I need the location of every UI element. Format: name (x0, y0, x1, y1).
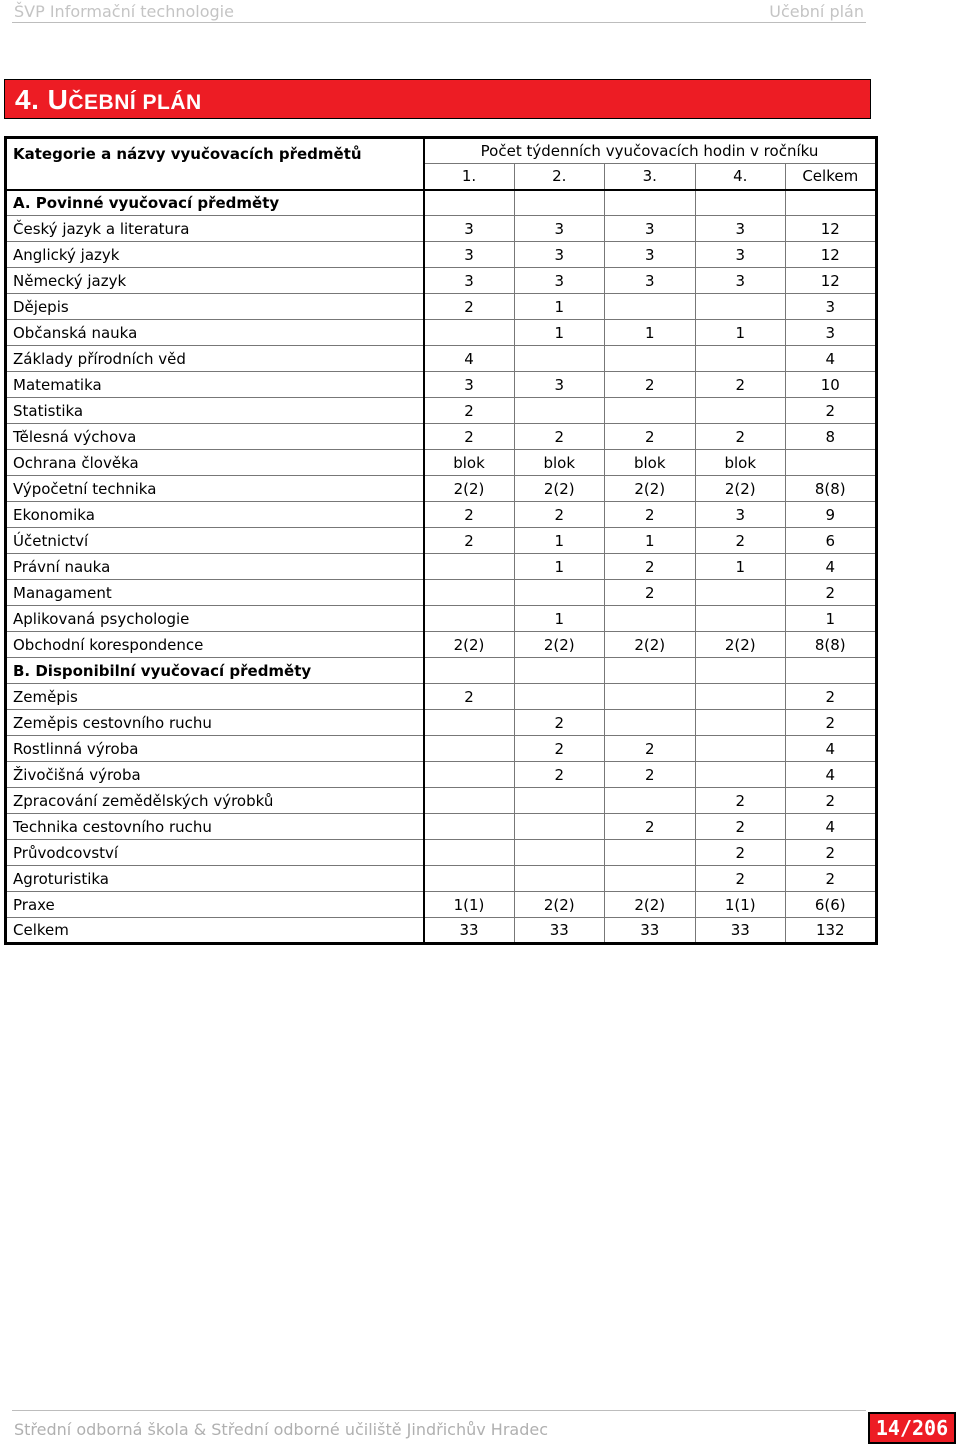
hours-total: 4 (786, 554, 877, 580)
hours-total: 4 (786, 762, 877, 788)
subject-name: Zpracování zemědělských výrobků (6, 788, 424, 814)
hours-year-4: 2 (695, 528, 786, 554)
hours-year-1 (424, 814, 515, 840)
hours-year-1: 3 (424, 242, 515, 268)
table-row (6, 632, 877, 658)
table-row (6, 788, 877, 814)
hours-year-3: 2 (605, 762, 696, 788)
hours-year-2 (514, 788, 605, 814)
table-row (6, 320, 877, 346)
column-header-year-1: 1. (424, 164, 515, 190)
hours-total: 132 (786, 918, 877, 944)
hours-year-1 (424, 190, 515, 216)
table-row (6, 450, 877, 476)
column-header-year-2: 2. (514, 164, 605, 190)
hours-year-4: 2 (695, 840, 786, 866)
hours-year-2: 1 (514, 606, 605, 632)
hours-year-3: 2 (605, 580, 696, 606)
table-row (6, 372, 877, 398)
hours-year-1: 2 (424, 502, 515, 528)
hours-year-3: 1 (605, 320, 696, 346)
subject-name: Tělesná výchova (6, 424, 424, 450)
hours-year-4: 2(2) (695, 476, 786, 502)
column-header-year-4: 4. (695, 164, 786, 190)
hours-year-3: 1 (605, 528, 696, 554)
hours-total: 2 (786, 866, 877, 892)
subject-name: Aplikovaná psychologie (6, 606, 424, 632)
hours-year-4 (695, 658, 786, 684)
hours-year-1 (424, 658, 515, 684)
section-row (6, 658, 877, 684)
subject-name: Technika cestovního ruchu (6, 814, 424, 840)
hours-year-1: 2(2) (424, 476, 515, 502)
hours-year-3: 3 (605, 216, 696, 242)
table-row (6, 866, 877, 892)
hours-year-3: 2 (605, 554, 696, 580)
hours-year-1: 2 (424, 424, 515, 450)
hours-total: 3 (786, 320, 877, 346)
hours-year-2: blok (514, 450, 605, 476)
hours-total: 4 (786, 814, 877, 840)
subject-name: Matematika (6, 372, 424, 398)
subject-name: Obchodní korespondence (6, 632, 424, 658)
hours-year-4 (695, 190, 786, 216)
subject-name: Praxe (6, 892, 424, 918)
hours-year-4 (695, 762, 786, 788)
hours-year-4: 1 (695, 554, 786, 580)
subject-name: Celkem (6, 918, 424, 944)
hours-year-1: 4 (424, 346, 515, 372)
hours-year-1: blok (424, 450, 515, 476)
hours-year-1: 3 (424, 268, 515, 294)
hours-year-2 (514, 684, 605, 710)
hours-year-2: 2 (514, 502, 605, 528)
hours-year-3 (605, 398, 696, 424)
hours-year-1 (424, 866, 515, 892)
hours-year-2 (514, 398, 605, 424)
hours-year-3 (605, 294, 696, 320)
subject-name: Průvodcovství (6, 840, 424, 866)
hours-total: 2 (786, 788, 877, 814)
section-title: B. Disponibilní vyučovací předměty (6, 658, 424, 684)
hours-year-1: 33 (424, 918, 515, 944)
hours-year-3 (605, 606, 696, 632)
hours-year-3 (605, 658, 696, 684)
hours-year-2 (514, 190, 605, 216)
subject-name: Výpočetní technika (6, 476, 424, 502)
hours-year-4: blok (695, 450, 786, 476)
chapter-title (15, 84, 202, 116)
column-header-group: Počet týdenních vyučovacích hodin v ročníku (424, 138, 877, 164)
hours-total: 12 (786, 242, 877, 268)
hours-year-3 (605, 710, 696, 736)
hours-year-4 (695, 606, 786, 632)
hours-year-4: 3 (695, 268, 786, 294)
hours-year-1 (424, 788, 515, 814)
hours-year-1: 2 (424, 294, 515, 320)
hours-year-4: 2(2) (695, 632, 786, 658)
subject-name: Zeměpis (6, 684, 424, 710)
hours-year-3: 2 (605, 372, 696, 398)
hours-total: 3 (786, 294, 877, 320)
hours-total: 8 (786, 424, 877, 450)
subject-name: Rostlinná výroba (6, 736, 424, 762)
chapter-title-prefix: 4. U (15, 84, 69, 115)
hours-year-1: 2 (424, 684, 515, 710)
hours-year-2 (514, 580, 605, 606)
hours-year-3: 2(2) (605, 476, 696, 502)
hours-total: 12 (786, 216, 877, 242)
table-row (6, 268, 877, 294)
hours-year-3 (605, 346, 696, 372)
hours-year-2 (514, 866, 605, 892)
hours-total: 2 (786, 398, 877, 424)
hours-year-3 (605, 684, 696, 710)
hours-year-2 (514, 814, 605, 840)
hours-year-1 (424, 320, 515, 346)
table-row (6, 398, 877, 424)
table-row (6, 918, 877, 944)
hours-year-4: 3 (695, 216, 786, 242)
hours-year-1 (424, 840, 515, 866)
page-number-badge: 14/206 (868, 1412, 956, 1444)
hours-year-3: 2 (605, 502, 696, 528)
page-header (12, 0, 866, 23)
hours-total: 2 (786, 684, 877, 710)
hours-year-2: 2 (514, 424, 605, 450)
table-row (6, 346, 877, 372)
curriculum-table-body (6, 138, 877, 944)
hours-year-4: 2 (695, 788, 786, 814)
table-row (6, 762, 877, 788)
table-row (6, 736, 877, 762)
hours-year-3: 33 (605, 918, 696, 944)
hours-year-2: 2(2) (514, 632, 605, 658)
hours-year-2: 2 (514, 736, 605, 762)
table-row (6, 476, 877, 502)
hours-year-3: 2 (605, 736, 696, 762)
table-row (6, 294, 877, 320)
subject-name: Dějepis (6, 294, 424, 320)
hours-year-1 (424, 736, 515, 762)
hours-total: 1 (786, 606, 877, 632)
table-header-row (6, 138, 877, 164)
hours-year-2: 3 (514, 268, 605, 294)
hours-total: 8(8) (786, 476, 877, 502)
hours-total: 2 (786, 580, 877, 606)
hours-total: 9 (786, 502, 877, 528)
hours-year-3: 2(2) (605, 632, 696, 658)
hours-year-4 (695, 294, 786, 320)
hours-year-3: blok (605, 450, 696, 476)
hours-total: 8(8) (786, 632, 877, 658)
subject-name: Účetnictví (6, 528, 424, 554)
hours-year-2: 1 (514, 554, 605, 580)
hours-year-2: 1 (514, 528, 605, 554)
hours-year-4: 1(1) (695, 892, 786, 918)
subject-name: Managament (6, 580, 424, 606)
subject-name: Ochrana člověka (6, 450, 424, 476)
hours-year-2: 3 (514, 372, 605, 398)
subject-name: Živočišná výroba (6, 762, 424, 788)
table-row (6, 606, 877, 632)
hours-year-4: 33 (695, 918, 786, 944)
hours-total: 4 (786, 346, 877, 372)
hours-year-2: 3 (514, 242, 605, 268)
hours-year-4 (695, 736, 786, 762)
hours-year-4: 2 (695, 372, 786, 398)
hours-year-1 (424, 554, 515, 580)
hours-year-3: 2(2) (605, 892, 696, 918)
subject-name: Agroturistika (6, 866, 424, 892)
hours-total: 4 (786, 736, 877, 762)
hours-year-4: 1 (695, 320, 786, 346)
hours-year-2: 1 (514, 320, 605, 346)
hours-year-1: 2 (424, 398, 515, 424)
hours-year-3: 3 (605, 242, 696, 268)
hours-year-3 (605, 866, 696, 892)
hours-year-2: 2 (514, 710, 605, 736)
hours-year-2 (514, 840, 605, 866)
section-title: A. Povinné vyučovací předměty (6, 190, 424, 216)
hours-total (786, 658, 877, 684)
subject-name: Anglický jazyk (6, 242, 424, 268)
hours-total: 12 (786, 268, 877, 294)
table-row (6, 502, 877, 528)
table-row (6, 710, 877, 736)
hours-total: 2 (786, 840, 877, 866)
hours-year-2: 33 (514, 918, 605, 944)
hours-year-3 (605, 788, 696, 814)
table-row (6, 580, 877, 606)
hours-year-2: 2 (514, 762, 605, 788)
hours-year-4: 3 (695, 242, 786, 268)
subject-name: Občanská nauka (6, 320, 424, 346)
hours-year-4 (695, 346, 786, 372)
hours-total (786, 190, 877, 216)
table-row (6, 554, 877, 580)
footer-divider (12, 1410, 866, 1411)
table-row (6, 840, 877, 866)
subject-name: Právní nauka (6, 554, 424, 580)
header-section-title: Učební plán (769, 2, 864, 21)
table-row (6, 892, 877, 918)
hours-year-4: 2 (695, 866, 786, 892)
subject-name: Ekonomika (6, 502, 424, 528)
hours-year-4: 2 (695, 814, 786, 840)
hours-year-2 (514, 346, 605, 372)
hours-year-2 (514, 658, 605, 684)
hours-year-1 (424, 710, 515, 736)
hours-year-4 (695, 710, 786, 736)
hours-total (786, 450, 877, 476)
table-row (6, 814, 877, 840)
hours-year-1 (424, 762, 515, 788)
hours-year-3 (605, 190, 696, 216)
hours-year-1: 1(1) (424, 892, 515, 918)
subject-name: Základy přírodních věd (6, 346, 424, 372)
hours-year-2: 2(2) (514, 892, 605, 918)
curriculum-table (4, 136, 878, 945)
header-document-title: ŠVP Informační technologie (14, 2, 234, 21)
table-row (6, 242, 877, 268)
hours-year-4 (695, 684, 786, 710)
subject-name: Statistika (6, 398, 424, 424)
hours-year-3: 2 (605, 424, 696, 450)
hours-total: 6(6) (786, 892, 877, 918)
table-row (6, 684, 877, 710)
hours-year-1: 2 (424, 528, 515, 554)
subject-name: Český jazyk a literatura (6, 216, 424, 242)
subject-name: Zeměpis cestovního ruchu (6, 710, 424, 736)
column-header-year-3: 3. (605, 164, 696, 190)
hours-year-2: 1 (514, 294, 605, 320)
hours-year-1 (424, 580, 515, 606)
hours-year-2: 3 (514, 216, 605, 242)
section-row (6, 190, 877, 216)
hours-year-4 (695, 580, 786, 606)
table-row (6, 216, 877, 242)
column-header-subjects: Kategorie a názvy vyučovacích předmětů (6, 138, 424, 190)
column-header-total: Celkem (786, 164, 877, 190)
hours-year-2: 2(2) (514, 476, 605, 502)
hours-year-4: 3 (695, 502, 786, 528)
hours-year-3: 3 (605, 268, 696, 294)
hours-year-1: 3 (424, 372, 515, 398)
chapter-title-bar (4, 79, 871, 119)
hours-year-1 (424, 606, 515, 632)
hours-year-3: 2 (605, 814, 696, 840)
chapter-title-rest: ČEBNÍ PLÁN (68, 91, 202, 114)
table-row (6, 424, 877, 450)
hours-year-3 (605, 840, 696, 866)
hours-year-1: 2(2) (424, 632, 515, 658)
hours-total: 10 (786, 372, 877, 398)
table-row (6, 528, 877, 554)
footer-school-name: Střední odborná škola & Střední odborné učiliště Jindřichův Hradec (14, 1420, 548, 1439)
hours-total: 2 (786, 710, 877, 736)
hours-year-4 (695, 398, 786, 424)
subject-name: Německý jazyk (6, 268, 424, 294)
hours-year-4: 2 (695, 424, 786, 450)
hours-total: 6 (786, 528, 877, 554)
hours-year-1: 3 (424, 216, 515, 242)
